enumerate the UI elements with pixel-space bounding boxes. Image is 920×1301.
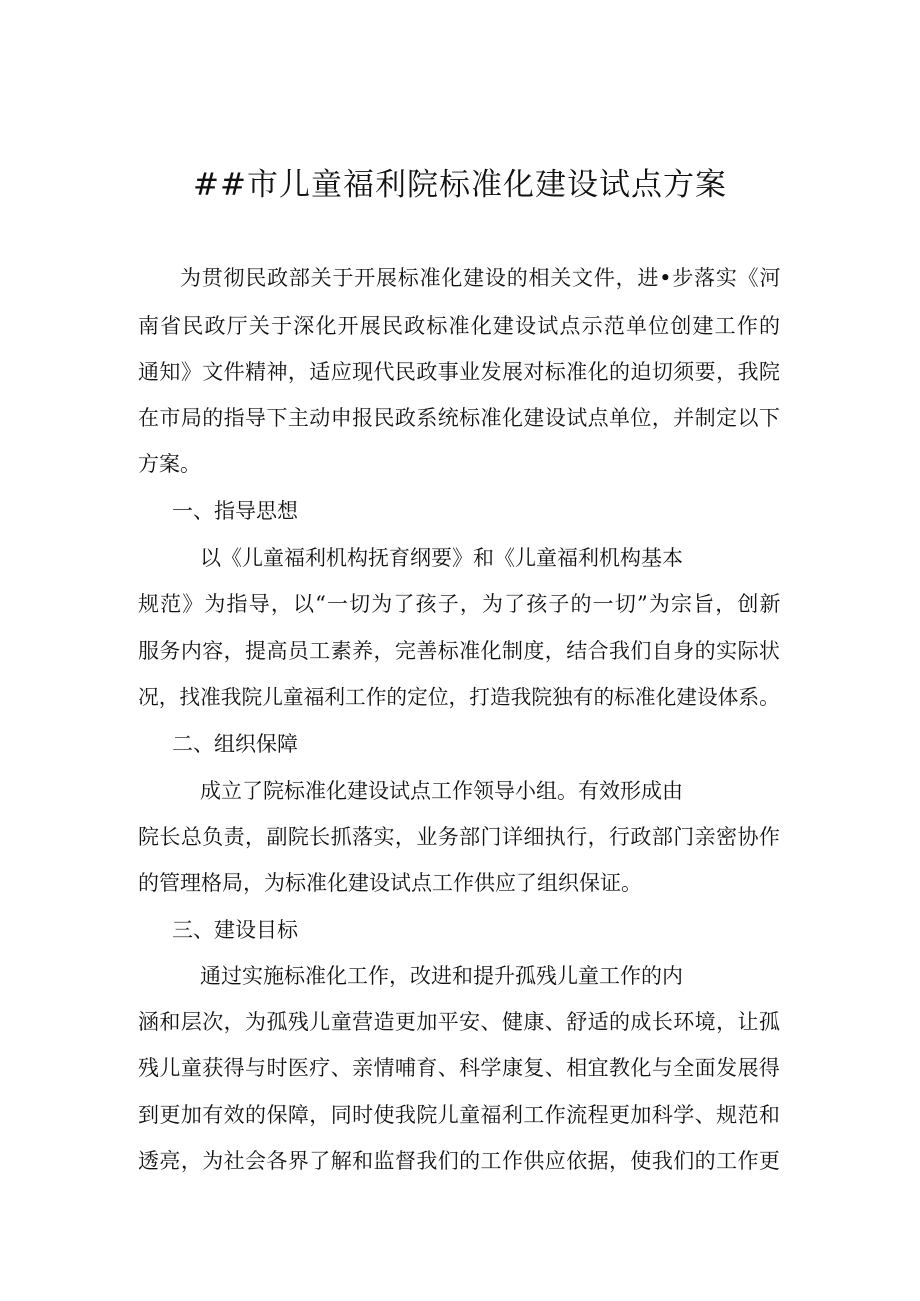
body-line: 为贯彻民政部关于开展标准化建设的相关文件，进•步落实《河 — [180, 266, 782, 290]
body-line: 方案。 — [138, 452, 201, 476]
body-line: 以《儿童福利机构抚育纲要》和《儿童福利机构基本 — [200, 546, 683, 570]
body-line: 成立了院标准化建设试点工作领导小组。有效形成由 — [200, 779, 683, 803]
body-line: 在市局的指导下主动申报民政系统标准化建设试点单位，并制定以下 — [138, 406, 781, 430]
section-heading: 二、组织保障 — [172, 732, 298, 756]
body-line: 通知》文件精神，适应现代民政事业发展对标准化的迫切须要，我院 — [138, 360, 781, 384]
body-line: 涵和层次，为孤残儿童营造更加平安、健康、舒适的成长环境，让孤 — [138, 1010, 781, 1034]
body-line: 规范》为指导，以“一切为了孩子，为了孩子的一切”为宗旨，创新 — [138, 592, 782, 616]
body-line: 服务内容，提高员工素养，完善标准化制度，结合我们自身的实际状 — [138, 639, 781, 663]
section-heading: 三、建设目标 — [172, 918, 298, 942]
body-line: 透亮，为社会各界了解和监督我们的工作供应依据，使我们的工作更 — [138, 1149, 781, 1173]
body-line: 到更加有效的保障，同时使我院儿童福利工作流程更加科学、规范和 — [138, 1103, 781, 1127]
body-line: 通过实施标准化工作，改进和提升孤残儿童工作的内 — [200, 964, 683, 988]
body-line: 南省民政厅关于深化开展民政标准化建设试点示范单位创建工作的 — [138, 314, 782, 338]
body-line: 的管理格局，为标准化建设试点工作供应了组织保证。 — [138, 871, 642, 895]
document-title: ##市儿童福利院标准化建设试点方案 — [193, 167, 727, 203]
body-line: 况，找准我院儿童福利工作的定位，打造我院独有的标准化建设体系。 — [138, 685, 780, 709]
section-heading: 一、指导思想 — [172, 499, 298, 523]
body-line: 残儿童获得与时医疗、亲情哺育、科学康复、相宜教化与全面发展得 — [138, 1056, 781, 1080]
body-line: 院长总负责，副院长抓落实，业务部门详细执行，行政部门亲密协作 — [138, 825, 781, 849]
